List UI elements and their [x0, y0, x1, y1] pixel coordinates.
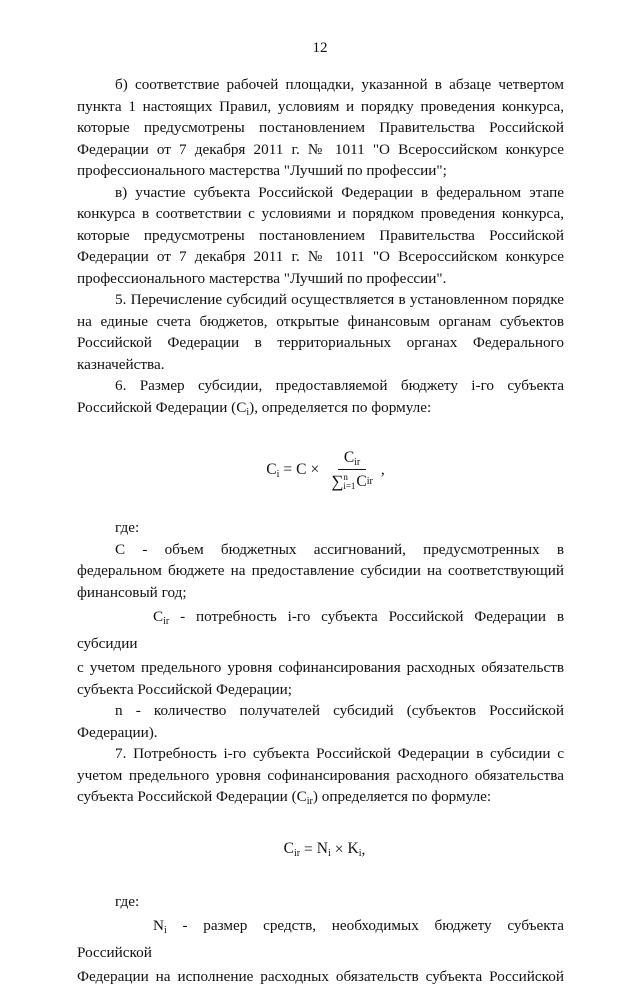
formula1-comma: ,: [380, 461, 385, 478]
paragraph-6-subscript: i: [246, 406, 250, 418]
formula2-lhs: $C_{ir}$: [283, 840, 301, 859]
definition-ni-line1: $N_i$ - размер средств, необходимых бюджету субъекта Российской: [77, 917, 564, 961]
definition-ni-line2: Федерации на исполнение расходных обязательств субъекта Российской: [77, 968, 564, 985]
paragraph-b: б) соответствие рабочей площадки, указанной в абзаце четвертом пункта 1 настоящих Правил, условиям и порядку проведения конкурса, которые предусмотрены постановлением Правительства Российской Федерации от 7 декабря 2011 г. № 1011 "О Всероссийском конкурсе профессионального мастерства "Лучший по профессии";: [77, 76, 564, 179]
formula1-equals: =: [283, 461, 293, 478]
paragraph-7: 7. Потребность i-го субъекта Российской Федерации в субсидии с учетом предельного уровня софинансирования расходного обязательства субъекта Российской Федерации $(C_{ir})$ определяется по формуле:: [77, 745, 564, 807]
paragraph-6-text-end: ), определяется по формуле:: [249, 398, 432, 416]
formula1-times: ×: [310, 461, 320, 478]
formula-need: [85, 821, 564, 879]
formula1-denominator: ∑ n i=1 C ir: [331, 471, 373, 491]
formula-subsidy-size: [87, 423, 564, 517]
definition-cir-rest: с учетом предельного уровня софинансирования расходных обязательств субъекта Российской Федерации;: [77, 659, 564, 698]
paragraph-5: 5. Перечисление субсидий осуществляется в установленном порядке на единые счета бюджетов, открытые финансовым органам субъектов Российской Федерации в территориальных органах Федерального казначейства.: [77, 291, 564, 373]
document-body: [77, 74, 564, 988]
paragraph-v: в) участие субъекта Российской Федерации в федеральном этапе конкурса в соответствии с условиями и порядком проведения конкурса, которые предусмотрены постановлением Правительства Российской Федерации от 7 декабря 2011 г. № 1011 "О Всероссийском конкурсе профессионального мастерства "Лучший по профессии".: [77, 183, 564, 287]
sum-symbol: ∑: [331, 471, 344, 491]
where-label-2: где:: [115, 892, 140, 910]
formula2-comma: ,: [361, 840, 366, 858]
definition-c: C - объем бюджетных ассигнований, предусмотренных в федеральном бюджете на предоставление субсидии на соответствующий финансовый год;: [77, 540, 564, 601]
paragraph-6-text: 6. Размер субсидии, предоставляемой бюджету i-го субъекта Российской Федерации (C: [77, 377, 564, 416]
formula1-lhs: $C_i$: [266, 460, 280, 480]
paragraph-6: [77, 375, 564, 423]
formula1-c: C: [296, 461, 307, 478]
definition-n: n - количество получателей субсидий (субъектов Российской Федерации).: [77, 702, 564, 741]
formula2-k: $K_i$: [347, 840, 362, 859]
formula2-equals: =: [304, 840, 313, 858]
sum-limits: n i=1: [343, 471, 356, 491]
page-number: 12: [312, 40, 328, 56]
formula1-fraction: [325, 449, 379, 492]
cir-symbol: $C_{ir}$: [153, 608, 170, 627]
ni-symbol: $N_i$: [153, 917, 167, 936]
formula2-times: ×: [334, 840, 344, 858]
formula2-n: $N_i$: [316, 840, 331, 859]
where-label-1: где:: [115, 519, 140, 536]
definition-cir-line1: $C_{ir}$ - потребность i-го субъекта Российской Федерации в субсидии: [77, 608, 564, 652]
formula1-numerator: $C_{ir}$: [338, 449, 366, 470]
